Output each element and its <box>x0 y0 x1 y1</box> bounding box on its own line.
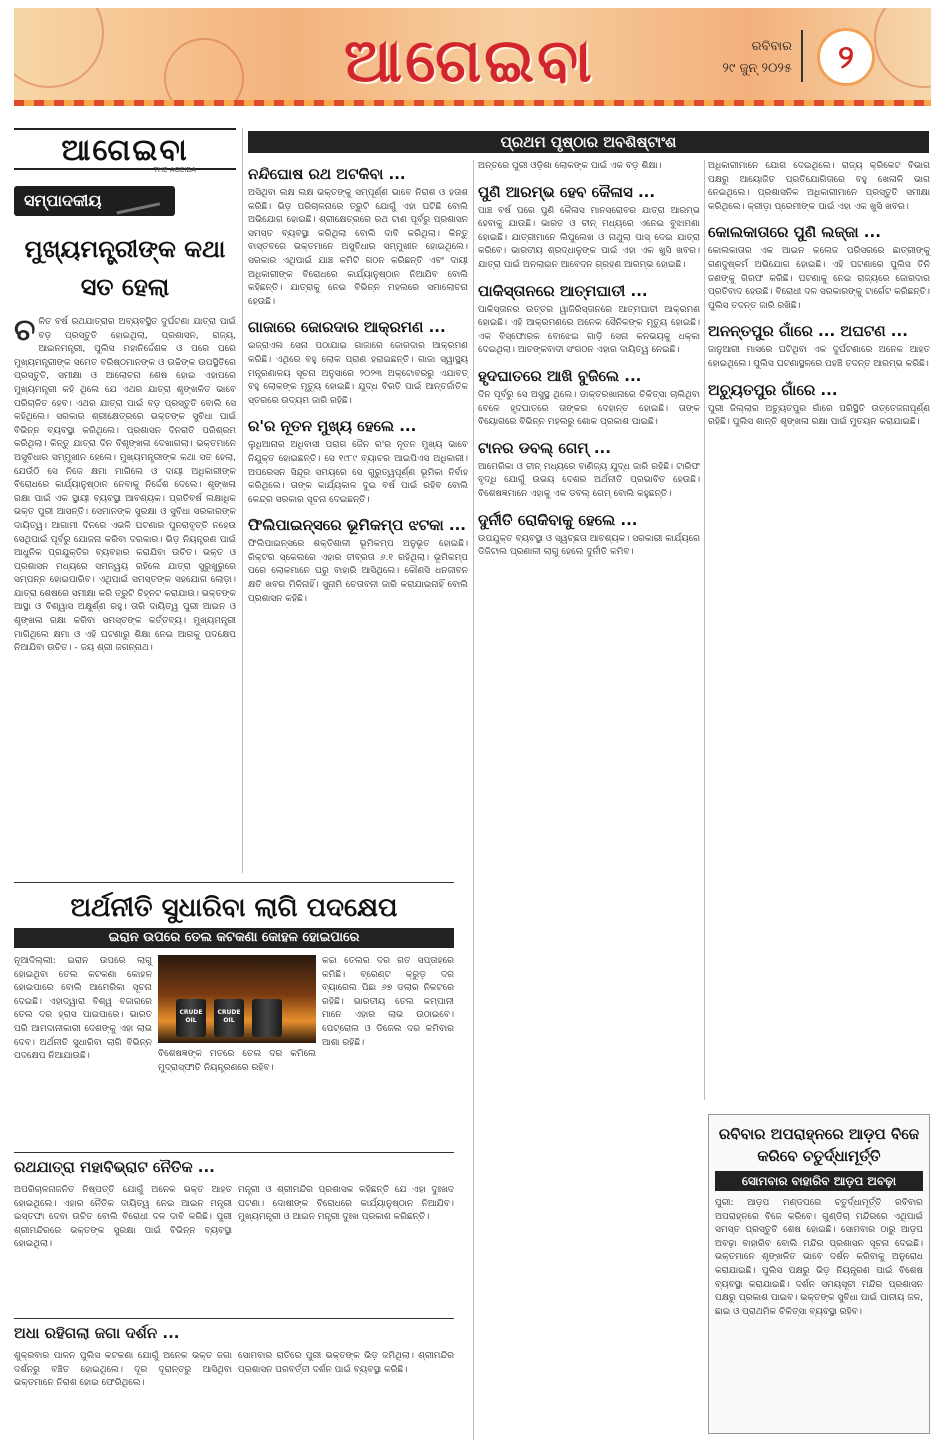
oil-barrel <box>252 999 282 1037</box>
article-headline: ଟାନର ଡବଲ୍ ଗେମ୍ ... <box>478 438 611 457</box>
economy-body-2: କଚ୍ଚା ତେଲର ଦର ଗତ ସପ୍ତାହରେ କମିଛି। ବ୍ରେଣ୍ଟ କ୍ରୁଡ଼ ଦର ବ୍ୟାରେଲ ପିଛା ୬୭ ଡଲାର ନିକଟରେ ରହିଛି। ଭାରତୀୟ ତେଲ କମ୍ପାନୀ ମାନେ ଏହାର ଲାଭ ଉଠାଇବେ। ପେଟ୍ରୋଲ ଓ ଡିଜେଲ ଦର କମିବାର ଆଶା ରହିଛି। <box>322 956 454 1048</box>
mandala-ornament-right <box>874 8 931 88</box>
article-body: ଉପଯୁକ୍ତ ବ୍ୟବସ୍ଥା ଓ ସ୍ୱଚ୍ଛତା ଆବଶ୍ୟକ। ସରକାରୀ କାର୍ଯ୍ୟରେ ଡିଜିଟାଲ ପ୍ରଣାଳୀ ଲାଗୁ ହେଲେ ଦୁର୍ନୀତି କମିବ। <box>478 533 700 558</box>
news-column-4 <box>708 160 930 434</box>
article-body: ଲୁଧିଆନାର ଅଧିବାସୀ ପରାଗ ଜୈନ ର'ର ନୂତନ ମୁଖ୍ୟ ଭାବେ ନିଯୁକ୍ତ ହୋଇଛନ୍ତି। ସେ ୧୯୮୯ ବ୍ୟାଚର ଆଇପିଏସ ଅଧିକାରୀ। ଅପରେସନ ସିନ୍ଦୂର ସମୟରେ ସେ ଗୁରୁତ୍ୱପୂର୍ଣ୍ଣ ଭୂମିକା ନିର୍ବାହ କରିଥିଲେ। ତାଙ୍କ କାର୍ଯ୍ୟକାଳ ଦୁଇ ବର୍ଷ ପାଇଁ ରହିବ ବୋଲି କେନ୍ଦ୍ର ସରକାର ସୂଚନା ଦେଇଛନ୍ତି। <box>248 440 468 505</box>
editorial-body <box>14 313 236 656</box>
adapa-subhead: ସୋମବାର ବାହାରିବ ଆଡ଼ପ ଅବଢ଼ା <box>715 1171 923 1191</box>
crude-oil-barrels-image <box>158 955 316 1043</box>
darshan-body-2: ସୋମବାର ରାତିରେ ପୁରୀ ଭକ୍ତଙ୍କ ଭିଡ଼ ଜମିଥିଲା। ଶ୍ରୀମନ୍ଦିର ପ୍ରଶାସନ ପରବର୍ତ୍ତୀ ଦର୍ଶନ ପାଇଁ ବ୍ୟବସ୍ଥା କରିଛି। <box>238 1351 454 1375</box>
article-headline: ହୃଦଘାତରେ ଆଖି ବୁଜିଲେ ... <box>478 366 642 385</box>
news-column-2 <box>248 160 468 610</box>
page-number-badge: ୨ <box>817 28 875 86</box>
sidebar-brand-logo: ଆଗେଇବା <box>14 128 236 170</box>
article-body: ଅସିଥିବା ଲକ୍ଷ ଲକ୍ଷ ଭକ୍ତଙ୍କୁ ସମ୍ପୂର୍ଣ୍ଣ ଭାବେ ନିରାଶ ଓ ହତାଶ କରିଛି। ଭିଡ଼ ପରିଚାଳନାରେ ତ୍ରୁଟି ଯୋଗୁଁ ଏହା ଘଟିଛି ବୋଲି ଅଭିଯୋଗ ହୋଇଛି। ଶ୍ରୀକ୍ଷେତ୍ରରେ ରଥ ଟାଣ ପୂର୍ବରୁ ପ୍ରଶାସନ ସମସ୍ତ ବ୍ୟବସ୍ଥା କରିଥିଲା ବୋଲି ଦାବି କରିଥିଲା। କିନ୍ତୁ ବାସ୍ତବରେ ଭକ୍ତମାନେ ଅସୁବିଧାର ସମ୍ମୁଖୀନ ହୋଇଥିଲେ। ସରକାର ଏଥିପାଇଁ ଯାଞ୍ଚ କମିଟି ଗଠନ କରିଛନ୍ତି ଏବଂ ଦାୟୀ ଅଧିକାରୀଙ୍କ ବିରୋଧରେ କାର୍ଯ୍ୟାନୁଷ୍ଠାନ ନିଆଯିବ ବୋଲି କହିଛନ୍ତି। ଯାତ୍ରାକୁ ନେଇ ବିଭିନ୍ନ ମହଲରେ ସମାଲୋଚନା ହେଉଛି। <box>248 188 468 307</box>
column-rule <box>242 128 243 873</box>
rathayatra-body-2: ମନ୍ତ୍ରୀ ଓ ଶ୍ରୀମନ୍ଦିର ପ୍ରଶାସକ କହିଛନ୍ତି ଯେ ଏହା ଦୁଃଖଦ ଘଟଣା। ଦୋଷୀଙ୍କ ବିରୋଧରେ କାର୍ଯ୍ୟାନୁଷ୍ଠାନ ନିଆଯିବ। ମୁଖ୍ୟମନ୍ତ୍ରୀ ଓ ଆଇନ ମନ୍ତ୍ରୀ ଦୁଃଖ ପ୍ରକାଶ କରିଛନ୍ତି। <box>238 1185 454 1223</box>
issue-date <box>692 36 792 80</box>
section-banner: ପ୍ରଥମ ପୃଷ୍ଠାର ଅବଶିଷ୍ଟାଂଶ <box>248 131 929 153</box>
article-body: ଫିଲିପାଇନ୍ସରେ ଶକ୍ତିଶାଳୀ ଭୂମିକମ୍ପ ଅନୁଭୂତ ହୋଇଛି। ରିକ୍ଟର ସ୍କେଲରେ ଏହାର ତୀବ୍ରତା ୬.୧ ରହିଥିଲା। ଭୂମିକମ୍ପ ପରେ ଲୋକମାନେ ଘରୁ ବାହାରି ଆସିଥିଲେ। କୌଣସି ଧନଜୀବନ କ୍ଷତି ଖବର ମିଳିନାହିଁ। ସୁନାମି ଚେତାବନୀ ଜାରି କରାଯାଇନାହିଁ ବୋଲି ପ୍ରଶାସନ କହିଛି। <box>248 539 468 604</box>
section-divider <box>14 1318 454 1319</box>
economy-headline: ଅର୍ଥନୀତି ସୁଧାରିବା ଲାଗି ପଦକ୍ଷେପ <box>70 893 398 923</box>
oil-barrel <box>214 999 244 1037</box>
article-body: ପୁରୀ ଜିଲ୍ଲାର ଅଚ୍ୟୁତପୁର ଗାଁରେ ପରିସ୍ଥିତି ଉତ୍ତେଜନାପୂର୍ଣ୍ଣ ରହିଛି। ପୁଲିସ ଶାନ୍ତି ଶୃଙ୍ଖଳା ରକ୍ଷା ପାଇଁ ମୁତୟନ କରାଯାଇଛି। <box>708 403 930 428</box>
editorial-text: ଳିତ ବର୍ଷ ରଥଯାତ୍ରାର ଅବ୍ୟବସ୍ଥିତ ଦୁର୍ଘଟଣା ଯାତ୍ରା ପାଇଁ ବଡ଼ ପ୍ରସ୍ତୁତି ହୋଇଥିଲା, ପ୍ରଶାସନ, ରାଜ୍ୟ, ଆଇନମନ୍ତ୍ରୀ, ପୁଲିସ ମହାନିର୍ଦ୍ଦେଶକ ଓ ପରେ ପରେ ମୁଖ୍ୟମନ୍ତ୍ରୀଙ୍କ ସମେତ ବରିଷ୍ଠମାନଙ୍କ ଓ ଉଚ୍ଚିଙ୍କ ଉପସ୍ଥିତିରେ ପ୍ରସ୍ତୁତି, ସମୀକ୍ଷା ଓ ଆଲୋଚନା ଶେଷ ହୋଇ ଏହାପରେ ମୁଖ୍ୟମନ୍ତ୍ରୀ କହି ଥିଲେ ଯେ ଏଥର ଯାତ୍ରା ଶୃଙ୍ଖଳିତ ଭାବେ ପରିଚାଳିତ ହେବ। ଏଥର ଯାତ୍ରା ପାଇଁ ବଡ଼ ପ୍ରସ୍ତୁତି ବୋଲି ସେ କହିଥିଲେ। ସରକାର ଶ୍ରୀକ୍ଷେତ୍ରରେ ଭକ୍ତଙ୍କ ସୁବିଧା ପାଇଁ ବିଭିନ୍ନ ବ୍ୟବସ୍ଥା କରିଥିଲେ। ପ୍ରଶାସନ ଦିନରାତି ପରିଶ୍ରମ କରିଥିଲା। କିନ୍ତୁ ଯାତ୍ରା ଦିନ ବିଶୃଙ୍ଖଳା ଦେଖାଗଲା। ଭକ୍ତମାନେ ଅସୁବିଧାର ସମ୍ମୁଖୀନ ହେଲେ। ମୁଖ୍ୟମନ୍ତ୍ରୀଙ୍କ କଥା ସତ ହେଲା, ଯେଉଁଠି ସେ ନିଜେ କ୍ଷମା ମାଗିଲେ ଓ ଦାୟୀ ଅଧିକାରୀଙ୍କ ବିରୋଧରେ କାର୍ଯ୍ୟାନୁଷ୍ଠାନ ନେବାକୁ ନିର୍ଦ୍ଦେଶ ଦେଲେ। ଶୃଙ୍ଖଳା ରକ୍ଷା ପାଇଁ ଏକ ସ୍ଥାୟୀ ବ୍ୟବସ୍ଥା ଆବଶ୍ୟକ। ପ୍ରତିବର୍ଷ ଲକ୍ଷାଧିକ ଭକ୍ତ ପୁରୀ ଆସନ୍ତି। ସେମାନଙ୍କ ସୁରକ୍ଷା ଓ ସୁବିଧା ସରକାରଙ୍କ ଦାୟିତ୍ୱ। ଆଗାମୀ ଦିନରେ ଏଭଳି ଘଟଣାର ପୁନରାବୃତ୍ତି ନହେଉ ସେଥିପାଇଁ ପୂର୍ବରୁ ଯୋଜନା କରିବା ଦରକାର। ଭିଡ଼ ନିୟନ୍ତ୍ରଣ ପାଇଁ ଆଧୁନିକ ପ୍ରଯୁକ୍ତିର ବ୍ୟବହାର କରାଯିବା ଉଚିତ। ଭକ୍ତ ଓ ପ୍ରଶାସନ ମଧ୍ୟରେ ସମନ୍ୱୟ ରହିଲେ ଯାତ୍ରା ସୁରୁଖୁରୁରେ ସମ୍ପନ୍ନ ହୋଇପାରିବ। ଏଥିପାଇଁ ସମସ୍ତଙ୍କ ସହଯୋଗ ଲୋଡ଼ା। ଯାତ୍ରା ଶେଷରେ ସମୀକ୍ଷା କରି ତ୍ରୁଟି ଚିହ୍ନଟ କରାଯାଉ। ଭକ୍ତଙ୍କ ଆସ୍ଥା ଓ ବିଶ୍ୱାସ ଅକ୍ଷୁର୍ଣ୍ଣ ରହୁ। ତାରି ଦାୟିତ୍ୱ ପୁରୀ ଆଇନ ଓ ଶୃଙ୍ଖଳା ରକ୍ଷା କରିବା ସମସ୍ତଙ୍କ କର୍ତ୍ତବ୍ୟ। ମୁଖ୍ୟମନ୍ତ୍ରୀ ମାଗିଥିଲେ କ୍ଷମା ଓ ଏହି ଘଟଣାରୁ ଶିକ୍ଷା ନେଇ ଆଗକୁ ପଦକ୍ଷେପ ନିଆଯିବା ଉଚିତ। - ଜୟ ଶ୍ରୀ ଜଗନ୍ନାଥ। <box>14 317 236 654</box>
mandala-ornament-left <box>14 8 104 88</box>
editorial-headline: ମୁଖ୍ୟମନ୍ତ୍ରୀଙ୍କ କଥା ସତ ହେଲା <box>24 235 226 301</box>
darshan-body-1: ଶୁକ୍ରବାର ପାଳନ ପୁଲିସ କଟକଣା ଯୋଗୁଁ ଅନେକ ଭକ୍ତ ଜଗା ଦର୍ଶନରୁ ବଞ୍ଚିତ ହୋଇଥିଲେ। ଦୂର ଦୂରାନ୍ତରୁ ଆସିଥିବା ଭକ୍ତମାନେ ନିରାଶ ହୋଇ ଫେରିଥିଲେ। <box>14 1351 232 1389</box>
article-body: ଅନ୍ତରେ ପୁରୀ ଓଡ଼ିଶା ଲୋକଙ୍କ ପାଇଁ ଏକ ବଡ଼ ଶିକ୍ଷା। <box>478 161 662 171</box>
economy-subhead: ଇରାନ ଉପରେ ତେଲ କଟକଣା କୋହଳ ହୋଇପାରେ <box>14 928 454 948</box>
rathayatra-headline: ରଥଯାତ୍ରା ମହାବିଭ୍ରାଟ ନୈତିକ ... <box>14 1158 215 1176</box>
economy-body-1b: ବିଶେଷଜ୍ଞଙ୍କ ମତରେ ତେଲ ଦର କମିଲେ ମୁଦ୍ରାସ୍ଫୀତି ନିୟନ୍ତ୍ରଣରେ ରହିବ। <box>158 1049 316 1073</box>
article-body: ଦିନ ପୂର୍ବରୁ ସେ ଅସୁସ୍ଥ ଥିଲେ। ଡାକ୍ତରଖାନାରେ ଚିକିତ୍ସା ଚାଲିଥିବା ବେଳେ ହୃଦଘାତରେ ତାଙ୍କର ଦେହାନ୍ତ ହୋଇଛି। ତାଙ୍କ ବିୟୋଗରେ ବିଭିନ୍ନ ମହଲରୁ ଶୋକ ପ୍ରକାଶ ପାଇଛି। <box>478 389 700 428</box>
article-body: ଜାନୁଆରୀ ମାସରେ ଘଟିଥିବା ଏକ ଦୁର୍ଘଟଣାରେ ଅନେକ ଆହତ ହୋଇଥିଲେ। ପୁଲିସ ଘଟଣାସ୍ଥଳରେ ପହଞ୍ଚି ତଦନ୍ତ ଆରମ୍ଭ କରିଛି। <box>708 345 930 369</box>
issue-day: ରବିବାର <box>751 39 792 54</box>
article-body: ପାକିସ୍ତାନର ଉତ୍ତର ୱାଜିରିସ୍ତାନରେ ଆତ୍ମଘାତୀ ଆକ୍ରମଣ ହୋଇଛି। ଏହି ଆକ୍ରମଣରେ ଅନେକ ସୈନିକଙ୍କ ମୃତ୍ୟୁ ହୋଇଛି। ଏକ ବିସ୍ଫୋରକ ବୋଝେଇ ଗାଡ଼ି ସେନା କନଭୟକୁ ଧକ୍କା ଦେଇଥିଲା। ଆତଙ୍କବାଦୀ ସଂଗଠନ ଏହାର ଦାୟିତ୍ୱ ନେଇଛି। <box>478 304 700 356</box>
article-body: କୋଲକାତାର ଏକ ଆଇନ କଲେଜ ପରିସରରେ ଛାତ୍ରୀଙ୍କୁ ଗଣଦୁଷ୍କର୍ମ ଅଭିଯୋଗ ହୋଇଛି। ଏହି ଘଟଣାରେ ପୁଲିସ ତିନି ଜଣଙ୍କୁ ଗିରଫ କରିଛି। ଘଟଣାକୁ ନେଇ ରାଜ୍ୟରେ ଜୋରଦାର ପ୍ରତିବାଦ ହେଉଛି। ବିରୋଧୀ ଦଳ ସରକାରଙ୍କୁ ଟାର୍ଗେଟ କରିଛନ୍ତି। ପୁଲିସ ତଦନ୍ତ ଜାରି ରଖିଛି। <box>708 246 930 311</box>
article-headline: କୋଲକାତାରେ ପୁଣି ଲଜ୍ଜା ... <box>708 223 881 242</box>
mandala-ornament-mid <box>164 38 244 106</box>
adapa-bije-box <box>708 1114 930 1434</box>
article-headline: ନନ୍ଦିଘୋଷ ରଥ ଅଟକିବା ... <box>248 165 406 183</box>
masthead-divider <box>801 30 803 82</box>
article-body: ଇଜ୍ରାଏଲ ସେନା ପଠାଯାଇ ଗାଜାରେ ଜୋରଦାର ଆକ୍ରମଣ କରିଛି। ଏଥିରେ ବହୁ ଲୋକ ପ୍ରାଣ ହରାଇଛନ୍ତି। ଗାଜା ସ୍ୱାସ୍ଥ୍ୟ ମନ୍ତ୍ରଣାଳୟ ସୂଚନା ଅନୁସାରେ ୨୦୨୩ ଅକ୍ଟୋବରରୁ ଏଯାବତ୍ ବହୁ ଲୋକଙ୍କ ମୃତ୍ୟୁ ହୋଇଛି। ଯୁଦ୍ଧ ବିରତି ପାଇଁ ଆନ୍ତର୍ଜାତିକ ସ୍ତରରେ ଉଦ୍ୟମ ଜାରି ରହିଛି। <box>248 341 468 406</box>
article-headline: ର'ର ନୂତନ ମୁଖ୍ୟ ହେଲେ ... <box>248 417 417 436</box>
editorial-dropcap: ଚ <box>14 313 36 348</box>
oil-barrel <box>176 999 206 1037</box>
article-body: ଅଧିକାରୀମାନେ ଯୋଗ ଦେଇଥିଲେ। ରାଜ୍ୟ କ୍ରିକେଟ ବିଭାଗ ପକ୍ଷରୁ ଆୟୋଜିତ ପ୍ରତିଯୋଗିତାରେ ବହୁ ଖେଳାଳି ଭାଗ ନେଇଥିଲେ। ପ୍ରଶାସନିକ ଅଧିକାରୀମାନେ ପ୍ରସ୍ତୁତି ସମୀକ୍ଷା କରିଥିଲେ। କ୍ରୀଡ଼ା ପ୍ରେମୀଙ୍କ ପାଇଁ ଏହା ଏକ ଖୁସି ଖବର। <box>708 161 930 212</box>
article-headline: ଗାଜାରେ ଜୋରଦାର ଆକ୍ରମଣ ... <box>248 318 446 337</box>
economy-body-1: ନୂଆଦିଲ୍ଲୀ: ଇରାନ ଉପରେ ଲାଗୁ ହୋଇଥିବା ତେଲ କଟକଣା କୋହଳ ହୋଇପାରେ ବୋଲି ଆମେରିକା ସୂଚନା ଦେଇଛି। ଏହାଦ୍ୱାରା ବିଶ୍ୱ ବଜାରରେ ତେଲ ଦର ହ୍ରାସ ପାଇପାରେ। ଭାରତ ପରି ଆମଦାନୀକାରୀ ଦେଶଙ୍କୁ ଏହା ଲାଭ ଦେବ। ଅର୍ଥନୀତି ସୁଧାରିବା ଲାଗି ବିଭିନ୍ନ ପଦକ୍ଷେପ ନିଆଯାଉଛି। <box>14 956 152 1062</box>
section-divider <box>14 882 454 883</box>
barrel-label: CRUDE OIL <box>179 1009 203 1024</box>
news-column-3 <box>478 160 700 564</box>
rathayatra-body-1: ଅପରିଚାଳନାଜନିତ ନିଷ୍ପତ୍ତି ଯୋଗୁଁ ଅନେକ ଭକ୍ତ ଆହତ ହୋଇଥିଲେ। ଏହାର ନୈତିକ ଦାୟିତ୍ୱ ନେଇ ଆଇନ ମନ୍ତ୍ରୀ ଇସ୍ତଫା ଦେବା ଉଚିତ ବୋଲି ବିରୋଧୀ ଦଳ ଦାବି କରିଛି। ପୁରୀ ଶ୍ରୀମନ୍ଦିରରେ ଭକ୍ତଙ୍କ ସୁରକ୍ଷା ପାଇଁ ବିଭିନ୍ନ ବ୍ୟବସ୍ଥା ହୋଇଥିଲା। <box>14 1185 232 1250</box>
article-headline: ଅନନ୍ତପୁର ଗାଁରେ ... ଅଘଟଣ ... <box>708 322 908 341</box>
article-headline: ଅଚ୍ୟୁତପୁର ଗାଁରେ ... <box>708 380 838 399</box>
editorial-label <box>14 186 175 216</box>
column-rule <box>704 160 705 1100</box>
article-headline: ପାକିସ୍ତାନରେ ଆତ୍ମଘାତୀ ... <box>478 281 648 300</box>
issue-date-text: ୨୯ ଜୁନ୍ ୨୦୨୫ <box>722 61 792 76</box>
column-rule <box>473 160 474 1440</box>
darshan-headline: ଅଧା ରହିଗଲା ଜଗା ଦର୍ଶନ ... <box>14 1324 180 1342</box>
article-body: ଆମେରିକା ଓ ଚୀନ୍ ମଧ୍ୟରେ ବାଣିଜ୍ୟ ଯୁଦ୍ଧ ଜାରି ରହିଛି। ଟାରିଫ ବୃଦ୍ଧି ଯୋଗୁଁ ଉଭୟ ଦେଶର ଅର୍ଥନୀତି ପ୍ରଭାବିତ ହେଉଛି। ବିଶେଷଜ୍ଞମାନେ ଏହାକୁ ଏକ ଡବଲ୍ ଗେମ୍ ବୋଲି କହୁଛନ୍ତି। <box>478 461 700 499</box>
article-headline: ଦୁର୍ନୀତି ରୋକିବାକୁ ହେଲେ ... <box>478 510 638 529</box>
article-body: ପାଞ୍ଚ ବର୍ଷ ପରେ ପୁଣି କୈଳାସ ମାନସରୋବର ଯାତ୍ରା ଆରମ୍ଭ ହେବାକୁ ଯାଉଛି। ଭାରତ ଓ ଚୀନ୍ ମଧ୍ୟରେ ଏନେଇ ବୁଝାମଣା ହୋଇଛି। ଯାତ୍ରୀମାନେ ଲିପୁଲେଖ ଓ ନାଥୁଲା ପାସ୍ ଦେଇ ଯାତ୍ରା କରିବେ। ଭାରତୀୟ ଶ୍ରଦ୍ଧାଳୁଙ୍କ ପାଇଁ ଏହା ଏକ ଖୁସି ଖବର। ଯାତ୍ରା ପାଇଁ ଅନଲାଇନ ଆବେଦନ ଗ୍ରହଣ ଆରମ୍ଭ ହୋଇଛି। <box>478 205 700 270</box>
article-headline: ପୁଣି ଆରମ୍ଭ ହେବ କୈଳାସ ... <box>478 182 656 201</box>
editorial-label-text: ସମ୍ପାଦକୀୟ <box>24 191 102 210</box>
sidebar-brand-sub: THE AGEIBA <box>153 166 196 174</box>
newspaper-title: ଆଗେଇବା <box>344 26 595 96</box>
masthead <box>14 8 931 106</box>
pen-icon <box>114 189 160 214</box>
barrel-label: CRUDE OIL <box>217 1009 241 1024</box>
masthead-border-strip <box>14 100 931 106</box>
adapa-body: ପୁରୀ: ଆଡ଼ପ ମଣ୍ଡପରେ ଚତୁର୍ଦ୍ଧାମୂର୍ତ୍ତି ରବିବାର ଅପରାହ୍ନରେ ବିଜେ କରିବେ। ଗୁଣ୍ଡିଚା ମନ୍ଦିରରେ ଏଥିପାଇଁ ସମସ୍ତ ପ୍ରସ୍ତୁତି ଶେଷ ହୋଇଛି। ସୋମବାର ଠାରୁ ଆଡ଼ପ ଅବଢ଼ା ବାହାରିବ ବୋଲି ମନ୍ଦିର ପ୍ରଶାସନ ସୂଚନା ଦେଇଛି। ଭକ୍ତମାନେ ଶୃଙ୍ଖଳିତ ଭାବେ ଦର୍ଶନ କରିବାକୁ ଅନୁରୋଧ କରାଯାଇଛି। ପୁଲିସ ପକ୍ଷରୁ ଭିଡ଼ ନିୟନ୍ତ୍ରଣ ପାଇଁ ବିଶେଷ ବ୍ୟବସ୍ଥା କରାଯାଇଛି। ଦର୍ଶନ ସମୟସୂଚୀ ମନ୍ଦିର ପ୍ରଶାସନ ପକ୍ଷରୁ ପ୍ରକାଶ ପାଇବ। ଭକ୍ତଙ୍କ ସୁବିଧା ପାଇଁ ପାନୀୟ ଜଳ, ଛାଇ ଓ ପ୍ରାଥମିକ ଚିକିତ୍ସା ବ୍ୟବସ୍ଥା ରହିବ। <box>715 1198 923 1317</box>
adapa-headline: ରବିବାର ଅପରାହ୍ନରେ ଆଡ଼ପ ବିଜେ କରିବେ ଚତୁର୍ଦ୍ଧାମୂର୍ତ୍ତି <box>718 1125 920 1165</box>
section-divider <box>14 1152 454 1153</box>
article-headline: ଫିଲିପାଇନ୍ସରେ ଭୂମିକମ୍ପ ଝଟକା ... <box>248 516 466 535</box>
